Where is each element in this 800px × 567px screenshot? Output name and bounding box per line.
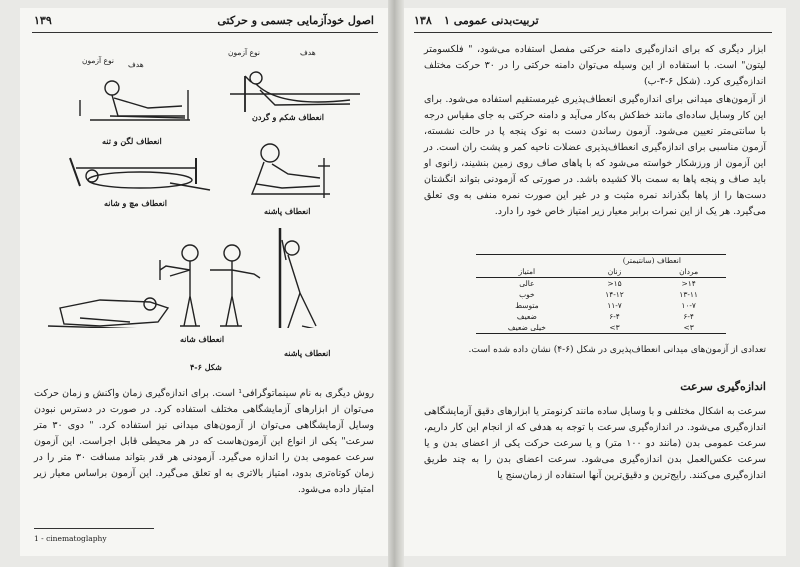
caption-heel: انعطاف پاشنه (284, 348, 331, 358)
right-paragraph-1: ابزار دیگری که برای اندازه‌گیری دامنه حرکتی مفصل استفاده می‌شود، " فلکسومتر لیتون" است. با استفاده از این وسیله می‌توان دامنه حرکتی را در ۳۰ حرکت مختلف اندازه‌گیری کرد. (شکل ۶-۳-ب) (424, 44, 767, 87)
caption-hip-trunk: انعطاف لگن و تنه (102, 136, 162, 146)
table-row: ۱۴< ۱۵< عالی (519, 279, 696, 288)
fig-label-test-type-1: نوع آزمون (82, 56, 114, 65)
heel-test-illustration (278, 228, 320, 328)
lying-figure-illustration (48, 298, 180, 328)
right-paragraph-3: سرعت به اشکال مختلفی و با وسایل ساده مانند کرنومتر یا ابزارهای دقیق آزمایشگاهی اندازه‌گیری می‌شود. در اندازه‌گیری سرعت با توجه به هدفی که از انجام این کار داریم، سرعت عمومی بدن (مانند دو ۱۰۰ متر) و یا سرعت حرکت یکی از اعضای بدن و یا سرعت عکس‌العمل بدن اندازه‌گیری می‌شود. سرعت اعضای بدن را به چند طریق اندازه‌گیری می‌کنند. رایج‌ترین و دقیق‌ترین آنها استفاده از زمان‌سنج یا (424, 406, 766, 481)
book-gutter (388, 0, 404, 567)
table-super-header: انعطاف (سانتیمتر) (578, 255, 726, 267)
caption-abdomen-neck: انعطاف شکم و گردن (252, 112, 324, 122)
right-page (404, 8, 786, 556)
caption-wrist-shoulder: انعطاف مچ و شانه (104, 198, 167, 208)
sit-and-reach-illustration (80, 81, 190, 120)
table-row: ۳> ۳> خیلی ضعیف (476, 322, 726, 334)
right-header-title: تربیت‌بدنی عمومی ۱ (444, 14, 539, 27)
fig-label-goal-2: هدف (300, 48, 316, 57)
left-header-title: اصول خودآزمایی جسمی و حرکتی (217, 14, 374, 27)
fig-label-test-type-2: نوع آزمون (228, 48, 260, 57)
right-paragraph-2: از آزمون‌های میدانی برای اندازه‌گیری انعطاف‌پذیری غیرمستقیم استفاده می‌شود. برای این کار وسایل ساده‌ای مانند خط‌کش به‌کار می‌آید و دامنه حرکتی به جای مقیاس درجه با سانتی‌متر تعیین می‌شود. آزمون رساندن دست به نوک پنجه پا در حالت نشسته، آزمون مناسبی برای اندازه‌گیری انعطاف‌پذیری عضلات ناحیه کمر و پشت ران است. در این آزمون از ورزشکار خواسته می‌شود که با پاهای صاف روی زمین بنشیند، زانوی او باید صاف و پنجه پاها به سمت بالا کشیده باشد. در صورتی که آزمودنی بتواند انگشتان دست‌ها را از پاها بگذراند نمره مثبت و در غیر این صورت نمره منفی به وی تعلق می‌گیرد. هر یک از این نمرات برابر معیار زیر امتیاز خاص خود را دارد. (424, 94, 766, 217)
table-row: ۶-۴ ۶-۴ ضعیف (516, 312, 694, 321)
fig-label-goal-1: هدف (128, 60, 144, 69)
footnote: 1 - cinematoglaphy (34, 534, 107, 543)
flexibility-norms-table (476, 254, 726, 334)
left-page (20, 8, 388, 556)
section-title: اندازه‌گیری سرعت (680, 380, 766, 393)
header-rule-right (414, 32, 772, 33)
wrist-shoulder-illustration (70, 158, 210, 190)
ankle-test-illustration (252, 144, 330, 198)
table-row: ۱۰-۷ ۱۱-۷ متوسط (515, 301, 696, 310)
left-header-page-number: ۱۳۹ (34, 14, 52, 27)
right-header-page-number: ۱۳۸ (414, 14, 432, 27)
footnote-rule (34, 528, 154, 529)
figure-number-caption: شکل ۶-۴ (190, 362, 222, 372)
back-extension-illustration (230, 72, 360, 112)
left-body-paragraph: روش دیگری به نام سینماتوگرافی¹ است. برای اندازه‌گیری زمان واکنش و زمان حرکت می‌توان از ابزارهای آزمایشگاهی مختلف استفاده کرد. در صورت در دسترس نبودن وسایل آزمایشگاهی می‌توان از آزمون‌های میدانی نیز استفاده کرد. " دوی ۳۰ متر سرعت" یکی از انواع این آزمون‌هاست که در هر محیطی قابل اجراست. این آزمون سرعت عمومی بدن را اندازه می‌گیرد. آزمودنی هر قدر بتواند مسافت ۳۰ متر را در زمان کوتاه‌تری بدود، امتیاز بالاتری به او تعلق می‌گیرد. این آزمون براساس معیار زیر امتیاز داده می‌شود. (34, 388, 375, 495)
flexibility-tests-figure (20, 8, 388, 328)
table-col-men: مردان (651, 266, 726, 278)
caption-ankle: انعطاف پاشنه (264, 206, 311, 216)
table-row: ۱۳-۱۱ ۱۴-۱۲ خوب (519, 290, 698, 299)
caption-shoulder: انعطاف شانه (180, 334, 225, 344)
table-col-women: زنان (578, 266, 652, 278)
shoulder-test-illustration (160, 245, 260, 326)
table-col-score: امتیاز (476, 266, 578, 278)
table-caption: تعدادی از آزمون‌های میدانی انعطاف‌پذیری در شکل (۶-۴) نشان داده شده است. (468, 345, 766, 355)
